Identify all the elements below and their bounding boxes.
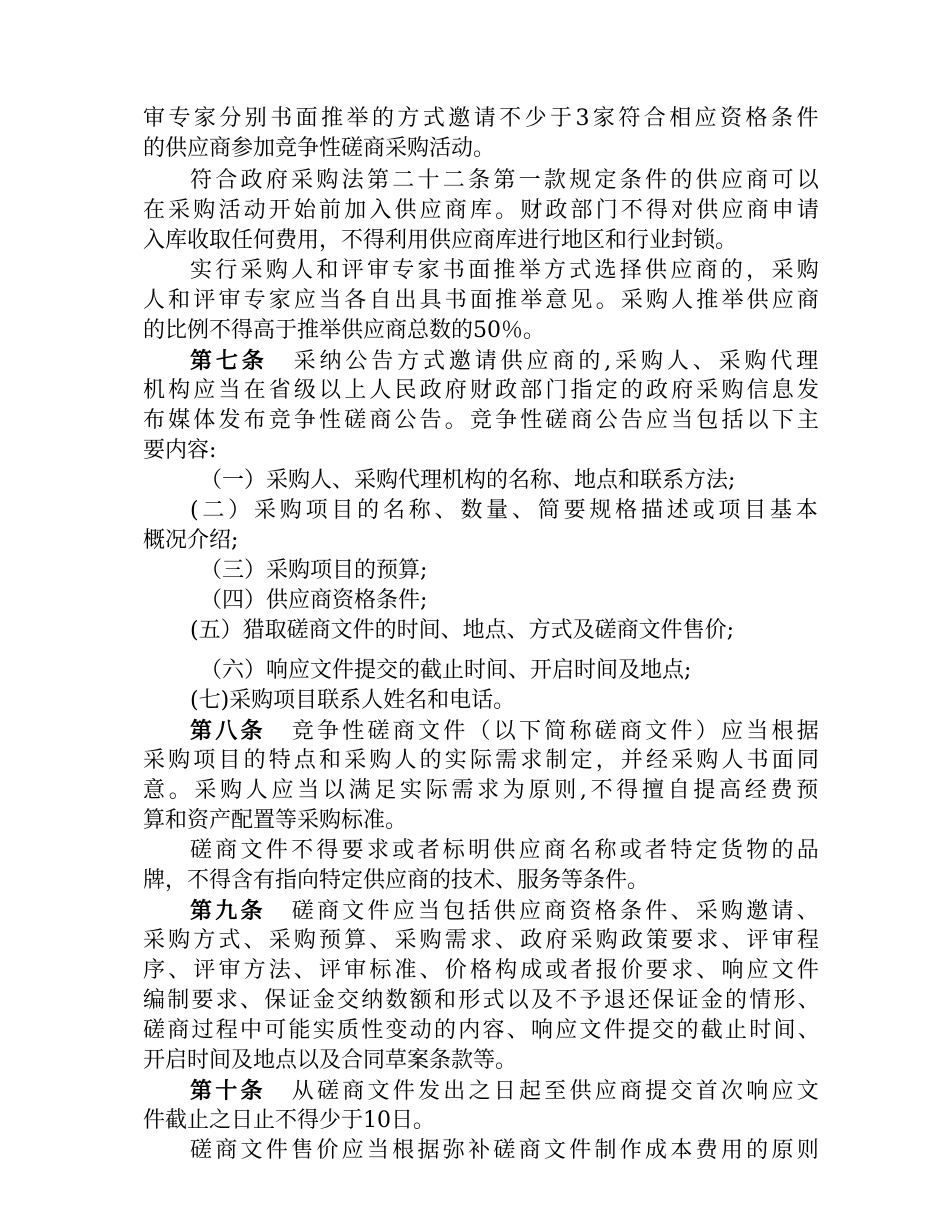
text-line xyxy=(190,836,822,866)
text-line xyxy=(190,1076,822,1106)
article-number: 第八条 xyxy=(190,718,266,744)
line-text: 符合政府采购法第二十二条第一款规定条件的供应商可以 xyxy=(190,168,823,193)
line-text: （六）响应文件提交的截止时间、开启时间及地点; xyxy=(200,658,692,683)
line-text: 机构应当在省级以上人民政府财政部门指定的政府采购信息发 xyxy=(143,378,823,403)
text-line xyxy=(143,1046,517,1076)
line-text: 入库收取任何费用，不得利用供应商库进行地区和行业封锁。 xyxy=(143,228,738,253)
line-text: 概况介绍; xyxy=(143,528,239,553)
line-text: 采纳公告方式邀请供应商的,采购人、采购代理 xyxy=(293,349,823,374)
text-line xyxy=(143,1016,822,1046)
line-text: 序、评审方法、评审标准、价格构成或者报价要求、响应文件 xyxy=(143,958,823,983)
text-line xyxy=(190,616,734,646)
line-text: 牌，不得含有指向特定供应商的技术、服务等条件。 xyxy=(143,868,650,893)
text-line xyxy=(143,104,822,134)
line-text: 磋商过程中可能实质性变动的内容、响应文件提交的截止时间、 xyxy=(143,1018,823,1043)
text-line xyxy=(200,656,691,686)
text-line xyxy=(143,866,649,896)
text-line xyxy=(190,166,822,196)
line-text: 要内容: xyxy=(143,438,217,463)
text-line xyxy=(143,1106,435,1136)
text-line xyxy=(143,776,822,806)
line-text: 的比例不得高于推举供应商总数的50％。 xyxy=(143,318,545,343)
line-text: 开启时间及地点以及合同草案条款等。 xyxy=(143,1048,518,1073)
text-line xyxy=(200,466,735,496)
text-line xyxy=(143,406,822,436)
line-text: 的供应商参加竞争性磋商采购活动。 xyxy=(143,136,496,161)
text-line xyxy=(143,134,495,164)
line-text: (五）猎取磋商文件的时间、地点、方式及磋商文件售价; xyxy=(190,618,734,643)
text-line xyxy=(143,926,822,956)
line-text: 编制要求、保证金交纳数额和形式以及不予退还保证金的情形、 xyxy=(143,988,823,1013)
line-text: (二）采购项目的名称、数量、简要规格描述或项目基本 xyxy=(190,498,822,523)
text-line xyxy=(143,436,216,466)
text-line xyxy=(200,556,427,586)
text-line xyxy=(190,496,822,526)
text-line xyxy=(143,316,545,346)
line-text: 实行采购人和评审专家书面推举方式选择供应商的，采购 xyxy=(190,258,823,283)
text-line xyxy=(143,956,822,986)
article-number: 第七条 xyxy=(190,348,268,374)
text-line xyxy=(200,586,427,616)
text-line xyxy=(143,196,822,226)
line-text: (七)采购项目联系人姓名和电话。 xyxy=(190,688,516,713)
line-text: （一）采购人、采购代理机构的名称、地点和联系方法; xyxy=(200,468,736,493)
text-line xyxy=(190,686,515,716)
text-line xyxy=(143,986,822,1016)
line-text: 磋商文件售价应当根据弥补磋商文件制作成本费用的原则 xyxy=(190,1138,823,1163)
line-text: 采购项目的特点和采购人的实际需求制定，并经采购人书面同 xyxy=(143,748,823,773)
text-line xyxy=(143,376,822,406)
text-line xyxy=(143,286,822,316)
text-line xyxy=(190,896,822,926)
text-line xyxy=(143,746,822,776)
article-number: 第十条 xyxy=(190,1078,266,1104)
line-text: 磋商文件应当包括供应商资格条件、采购邀请、 xyxy=(291,899,823,924)
line-text: 意。采购人应当以满足实际需求为原则,不得擅自提高经费预 xyxy=(143,778,822,803)
line-text: （三）采购项目的预算; xyxy=(200,558,428,583)
line-text: 竞争性磋商文件（以下简称磋商文件）应当根据 xyxy=(291,719,823,744)
line-text: （四）供应商资格条件; xyxy=(200,588,428,613)
line-text: 磋商文件不得要求或者标明供应商名称或者特定货物的品 xyxy=(190,838,823,863)
text-line xyxy=(143,226,737,256)
line-text: 算和资产配置等采购标准。 xyxy=(143,808,408,833)
article-number: 第九条 xyxy=(190,898,266,924)
text-line xyxy=(190,346,822,376)
line-text: 布媒体发布竞争性磋商公告。竞争性磋商公告应当包括以下主 xyxy=(143,408,823,433)
text-line xyxy=(143,526,238,556)
line-text: 审专家分别书面推举的方式邀请不少于3家符合相应资格条件 xyxy=(143,106,822,131)
line-text: 从磋商文件发出之日起至供应商提交首次响应文 xyxy=(291,1079,823,1104)
text-line xyxy=(143,806,407,836)
text-line xyxy=(190,256,822,286)
line-text: 采购方式、采购预算、采购需求、政府采购政策要求、评审程 xyxy=(143,928,823,953)
text-line xyxy=(190,716,822,746)
line-text: 人和评审专家应当各自出具书面推举意见。采购人推举供应商 xyxy=(143,288,823,313)
line-text: 在采购活动开始前加入供应商库。财政部门不得对供应商申请 xyxy=(143,198,823,223)
text-line xyxy=(190,1136,822,1166)
line-text: 件截止之日止不得少于10日。 xyxy=(143,1108,435,1133)
